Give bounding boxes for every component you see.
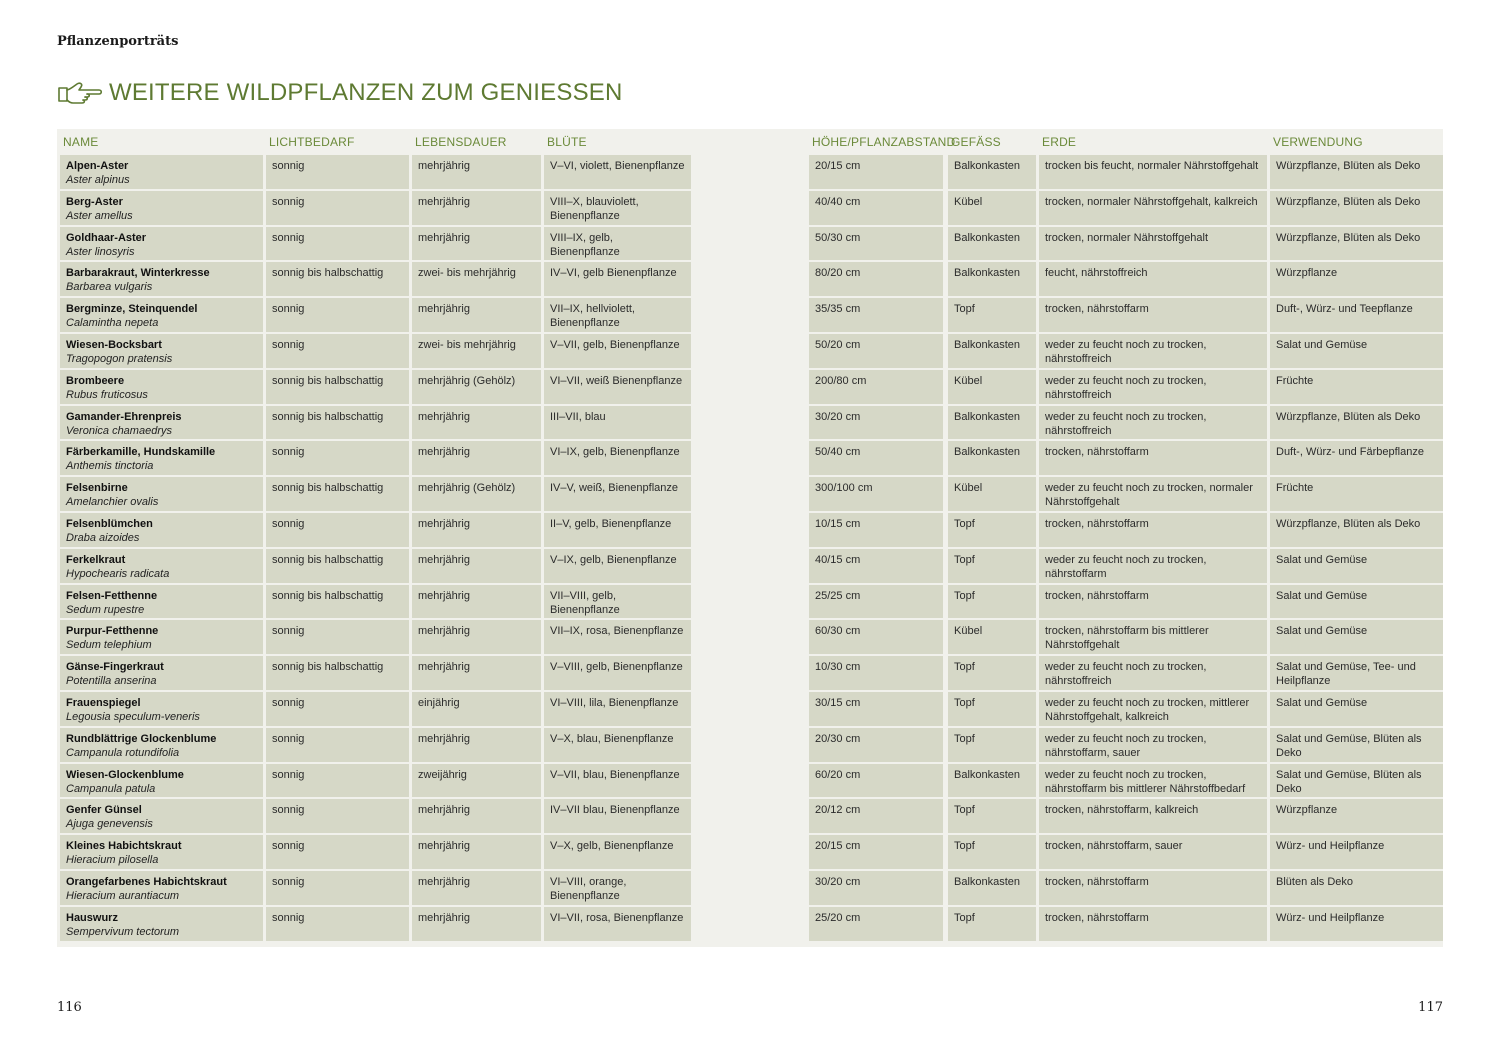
cell-hoehe: 20/30 cm — [809, 728, 943, 762]
cell-hoehe: 25/20 cm — [809, 907, 943, 941]
cell-erde: weder zu feucht noch zu trocken, mittlerer Nährstoffgehalt, kalkreich — [1039, 692, 1267, 726]
plant-latin-name: Sedum rupestre — [66, 603, 145, 616]
cell-name — [60, 334, 263, 368]
cell-lebensdauer: zweijährig — [412, 764, 541, 798]
cell-lebensdauer: mehrjährig — [412, 298, 541, 332]
header-gefaess: GEFÄSS — [951, 135, 1001, 149]
cell-verwendung: Früchte — [1270, 370, 1443, 404]
cell-lichtbedarf: sonnig bis halbschattig — [266, 406, 409, 440]
cell-hoehe: 50/40 cm — [809, 441, 943, 475]
cell-erde: weder zu feucht noch zu trocken, nährstoffarm bis mittlerer Nährstoffbedarf — [1039, 764, 1267, 798]
cell-hoehe: 25/25 cm — [809, 585, 943, 619]
cell-bluete: V–VII, gelb, Bienenpflanze — [544, 334, 691, 368]
cell-hoehe: 20/15 cm — [809, 835, 943, 869]
cell-lebensdauer: mehrjährig — [412, 406, 541, 440]
cell-lebensdauer: mehrjährig (Gehölz) — [412, 370, 541, 404]
cell-bluete: II–V, gelb, Bienenpflanze — [544, 513, 691, 547]
plant-name: Bergminze, Steinquendel — [66, 303, 198, 316]
cell-lichtbedarf: sonnig — [266, 155, 409, 189]
cell-gefaess: Kübel — [948, 477, 1036, 511]
section-label: Pflanzenporträts — [57, 34, 179, 49]
cell-lichtbedarf: sonnig bis halbschattig — [266, 549, 409, 583]
cell-hoehe: 40/40 cm — [809, 191, 943, 225]
cell-gefaess: Balkonkasten — [948, 871, 1036, 905]
cell-lebensdauer: zwei- bis mehrjährig — [412, 262, 541, 296]
cell-hoehe: 10/15 cm — [809, 513, 943, 547]
cell-bluete: IV–VI, gelb Bienenpflanze — [544, 262, 691, 296]
cell-hoehe: 10/30 cm — [809, 656, 943, 690]
cell-lebensdauer: mehrjährig — [412, 227, 541, 261]
plant-name: Goldhaar-Aster — [66, 231, 147, 244]
cell-gefaess: Balkonkasten — [948, 155, 1036, 189]
pointing-hand-icon — [57, 79, 103, 107]
cell-hoehe: 60/30 cm — [809, 620, 943, 654]
plant-latin-name: Legousia speculum-veneris — [66, 711, 200, 723]
plant-name: Ferkelkraut — [66, 553, 126, 566]
plant-name: Felsen-Fetthenne — [66, 589, 158, 602]
plant-latin-name: Sempervivum tectorum — [66, 925, 180, 938]
cell-lebensdauer: mehrjährig (Gehölz) — [412, 477, 541, 511]
plant-latin-name: Hypochearis radicata — [66, 567, 170, 580]
cell-hoehe: 30/15 cm — [809, 692, 943, 726]
cell-hoehe: 35/35 cm — [809, 298, 943, 332]
cell-gefaess: Topf — [948, 835, 1036, 869]
cell-lichtbedarf: sonnig — [266, 227, 409, 261]
cell-lebensdauer: mehrjährig — [412, 656, 541, 690]
cell-lichtbedarf: sonnig — [266, 907, 409, 941]
cell-gefaess: Balkonkasten — [948, 334, 1036, 368]
plant-latin-name: Ajuga genevensis — [66, 818, 153, 831]
cell-verwendung: Blüten als Deko — [1270, 871, 1443, 905]
plant-name: Purpur-Fetthenne — [66, 625, 159, 638]
cell-erde: weder zu feucht noch zu trocken, nährstoffreich — [1039, 334, 1267, 368]
cell-lichtbedarf: sonnig bis halbschattig — [266, 262, 409, 296]
cell-verwendung: Würzpflanze, Blüten als Deko — [1270, 155, 1443, 189]
cell-lichtbedarf: sonnig — [266, 835, 409, 869]
cell-hoehe: 30/20 cm — [809, 406, 943, 440]
cell-gefaess: Topf — [948, 549, 1036, 583]
cell-lebensdauer: mehrjährig — [412, 549, 541, 583]
cell-gefaess: Topf — [948, 513, 1036, 547]
plant-latin-name: Aster alpinus — [66, 174, 130, 186]
cell-name — [60, 191, 263, 225]
cell-bluete: VII–VIII, gelb, Bienenpflanze — [544, 585, 691, 619]
cell-name — [60, 406, 263, 440]
header-hoehe: HÖHE/PFLANZABSTAND — [812, 135, 956, 149]
cell-lebensdauer: einjährig — [412, 692, 541, 726]
cell-name — [60, 799, 263, 833]
cell-bluete: V–IX, gelb, Bienenpflanze — [544, 549, 691, 583]
plant-name: Hauswurz — [66, 911, 118, 924]
cell-lichtbedarf: sonnig — [266, 334, 409, 368]
cell-lichtbedarf: sonnig bis halbschattig — [266, 370, 409, 404]
cell-lichtbedarf: sonnig — [266, 799, 409, 833]
plant-name: Frauenspiegel — [66, 697, 141, 709]
cell-name — [60, 656, 263, 690]
cell-bluete: V–VIII, gelb, Bienenpflanze — [544, 656, 691, 690]
plant-name: Färberkamille, Hundskamille — [66, 446, 216, 459]
cell-verwendung: Salat und Gemüse, Blüten als Deko — [1270, 728, 1443, 762]
plant-latin-name: Amelanchier ovalis — [66, 496, 159, 509]
cell-name — [60, 585, 263, 619]
cell-verwendung: Würzpflanze, Blüten als Deko — [1270, 191, 1443, 225]
cell-bluete: V–X, blau, Bienenpflanze — [544, 728, 691, 762]
cell-erde: trocken, normaler Nährstoffgehalt, kalkreich — [1039, 191, 1267, 225]
plant-name: Felsenbirne — [66, 482, 128, 495]
cell-erde: trocken, normaler Nährstoffgehalt — [1039, 227, 1267, 261]
cell-lichtbedarf: sonnig bis halbschattig — [266, 585, 409, 619]
cell-name — [60, 549, 263, 583]
cell-lebensdauer: mehrjährig — [412, 620, 541, 654]
cell-erde: trocken bis feucht, normaler Nährstoffgehalt — [1039, 155, 1267, 189]
cell-erde: trocken, nährstoffarm — [1039, 871, 1267, 905]
cell-erde: trocken, nährstoffarm — [1039, 585, 1267, 619]
cell-erde: trocken, nährstoffarm — [1039, 298, 1267, 332]
plant-latin-name: Aster amellus — [66, 209, 133, 222]
cell-erde: weder zu feucht noch zu trocken, nährstoffarm — [1039, 549, 1267, 583]
cell-gefaess: Kübel — [948, 370, 1036, 404]
cell-hoehe: 50/20 cm — [809, 334, 943, 368]
cell-name — [60, 370, 263, 404]
cell-lebensdauer: mehrjährig — [412, 907, 541, 941]
cell-verwendung: Salat und Gemüse, Tee- und Heilpflanze — [1270, 656, 1443, 690]
table-header — [57, 129, 1443, 154]
cell-lebensdauer: mehrjährig — [412, 155, 541, 189]
cell-verwendung: Salat und Gemüse — [1270, 334, 1443, 368]
cell-verwendung: Würzpflanze — [1270, 262, 1443, 296]
plant-latin-name: Campanula patula — [66, 782, 156, 795]
cell-name — [60, 441, 263, 475]
page-title: WEITERE WILDPFLANZEN ZUM GENIESSEN — [109, 79, 623, 106]
cell-lebensdauer: mehrjährig — [412, 585, 541, 619]
cell-name — [60, 907, 263, 941]
cell-lichtbedarf: sonnig — [266, 513, 409, 547]
plant-latin-name: Hieracium pilosella — [66, 854, 159, 867]
plant-name: Kleines Habichtskraut — [66, 840, 182, 853]
cell-bluete: VI–VII, weiß Bienenpflanze — [544, 370, 691, 404]
plant-latin-name: Campanula rotundifolia — [66, 746, 180, 759]
header-lichtbedarf: LICHTBEDARF — [269, 135, 355, 149]
plant-name: Orangefarbenes Habichtskraut — [66, 876, 227, 888]
plant-name: Alpen-Aster — [66, 160, 129, 172]
cell-name — [60, 155, 263, 189]
plant-latin-name: Potentilla anserina — [66, 675, 157, 688]
cell-gefaess: Topf — [948, 656, 1036, 690]
cell-erde: weder zu feucht noch zu trocken, normaler Nährstoffgehalt — [1039, 477, 1267, 511]
cell-lichtbedarf: sonnig — [266, 191, 409, 225]
cell-erde: weder zu feucht noch zu trocken, nährstoffreich — [1039, 370, 1267, 404]
cell-bluete: VII–IX, rosa, Bienenpflanze — [544, 620, 691, 654]
cell-hoehe: 80/20 cm — [809, 262, 943, 296]
plant-latin-name: Barbarea vulgaris — [66, 281, 153, 294]
cell-erde: weder zu feucht noch zu trocken, nährstoffreich — [1039, 656, 1267, 690]
cell-name — [60, 513, 263, 547]
plant-latin-name: Sedum telephium — [66, 639, 152, 652]
cell-lichtbedarf: sonnig — [266, 871, 409, 905]
cell-lebensdauer: mehrjährig — [412, 799, 541, 833]
cell-gefaess: Balkonkasten — [948, 262, 1036, 296]
cell-lebensdauer: mehrjährig — [412, 835, 541, 869]
cell-verwendung: Früchte — [1270, 477, 1443, 511]
cell-verwendung: Würzpflanze — [1270, 799, 1443, 833]
cell-gefaess: Kübel — [948, 620, 1036, 654]
cell-erde: trocken, nährstoffarm bis mittlerer Nährstoffgehalt — [1039, 620, 1267, 654]
cell-verwendung: Würzpflanze, Blüten als Deko — [1270, 406, 1443, 440]
cell-hoehe: 20/12 cm — [809, 799, 943, 833]
cell-verwendung: Würz- und Heilpflanze — [1270, 835, 1443, 869]
cell-gefaess: Topf — [948, 728, 1036, 762]
cell-verwendung: Würz- und Heilpflanze — [1270, 907, 1443, 941]
cell-lichtbedarf: sonnig bis halbschattig — [266, 656, 409, 690]
plant-latin-name: Aster linosyris — [66, 245, 135, 258]
plant-latin-name: Veronica chamaedrys — [66, 424, 172, 437]
cell-lichtbedarf: sonnig — [266, 441, 409, 475]
cell-hoehe: 300/100 cm — [809, 477, 943, 511]
plant-name: Gamander-Ehrenpreis — [66, 410, 182, 423]
cell-lichtbedarf: sonnig — [266, 692, 409, 726]
plant-latin-name: Calamintha nepeta — [66, 317, 159, 330]
cell-gefaess: Balkonkasten — [948, 764, 1036, 798]
cell-gefaess: Topf — [948, 585, 1036, 619]
cell-hoehe: 40/15 cm — [809, 549, 943, 583]
page-number-left: 116 — [57, 1000, 82, 1015]
cell-hoehe: 50/30 cm — [809, 227, 943, 261]
cell-lebensdauer: zwei- bis mehrjährig — [412, 334, 541, 368]
cell-lichtbedarf: sonnig — [266, 620, 409, 654]
cell-bluete: V–VI, violett, Bienenpflanze — [544, 155, 691, 189]
cell-gefaess: Balkonkasten — [948, 441, 1036, 475]
cell-lichtbedarf: sonnig — [266, 298, 409, 332]
cell-name — [60, 477, 263, 511]
plant-name: Wiesen-Glockenblume — [66, 768, 184, 781]
cell-name — [60, 728, 263, 762]
cell-lebensdauer: mehrjährig — [412, 513, 541, 547]
cell-name — [60, 298, 263, 332]
cell-gefaess: Topf — [948, 907, 1036, 941]
cell-bluete: V–VII, blau, Bienenpflanze — [544, 764, 691, 798]
plant-latin-name: Hieracium aurantiacum — [66, 890, 180, 902]
cell-name — [60, 835, 263, 869]
cell-gefaess: Topf — [948, 799, 1036, 833]
cell-erde: weder zu feucht noch zu trocken, nährstoffarm, sauer — [1039, 728, 1267, 762]
cell-bluete: VI–IX, gelb, Bienenpflanze — [544, 441, 691, 475]
cell-gefaess: Balkonkasten — [948, 406, 1036, 440]
cell-bluete: VI–VIII, orange, Bienenpflanze — [544, 871, 691, 905]
cell-gefaess: Topf — [948, 298, 1036, 332]
title-row — [57, 79, 623, 107]
cell-erde: trocken, nährstoffarm — [1039, 907, 1267, 941]
cell-erde: feucht, nährstoffreich — [1039, 262, 1267, 296]
cell-hoehe: 20/15 cm — [809, 155, 943, 189]
plant-name: Barbarakraut, Winterkresse — [66, 267, 210, 280]
cell-bluete: VI–VIII, lila, Bienenpflanze — [544, 692, 691, 726]
cell-bluete: IV–VII blau, Bienenpflanze — [544, 799, 691, 833]
cell-verwendung: Würzpflanze, Blüten als Deko — [1270, 513, 1443, 547]
cell-verwendung: Salat und Gemüse — [1270, 549, 1443, 583]
cell-bluete: V–X, gelb, Bienenpflanze — [544, 835, 691, 869]
cell-bluete: VI–VII, rosa, Bienenpflanze — [544, 907, 691, 941]
plant-latin-name: Draba aizoides — [66, 532, 140, 544]
cell-name — [60, 620, 263, 654]
plant-latin-name: Anthemis tinctoria — [66, 460, 154, 473]
plant-table — [57, 129, 1443, 947]
cell-hoehe: 30/20 cm — [809, 871, 943, 905]
cell-gefaess: Topf — [948, 692, 1036, 726]
cell-name — [60, 764, 263, 798]
cell-verwendung: Salat und Gemüse, Blüten als Deko — [1270, 764, 1443, 798]
cell-erde: trocken, nährstoffarm — [1039, 513, 1267, 547]
cell-gefaess: Balkonkasten — [948, 227, 1036, 261]
cell-verwendung: Würzpflanze, Blüten als Deko — [1270, 227, 1443, 261]
cell-bluete: IV–V, weiß, Bienenpflanze — [544, 477, 691, 511]
cell-gefaess: Kübel — [948, 191, 1036, 225]
cell-name — [60, 871, 263, 905]
cell-erde: trocken, nährstoffarm, sauer — [1039, 835, 1267, 869]
cell-name — [60, 692, 263, 726]
cell-bluete: III–VII, blau — [544, 406, 691, 440]
cell-lebensdauer: mehrjährig — [412, 191, 541, 225]
header-erde: ERDE — [1042, 135, 1077, 149]
header-name: NAME — [63, 135, 99, 149]
plant-name: Genfer Günsel — [66, 804, 142, 817]
cell-erde: weder zu feucht noch zu trocken, nährstoffreich — [1039, 406, 1267, 440]
cell-verwendung: Duft-, Würz- und Teepflanze — [1270, 298, 1443, 332]
plant-name: Wiesen-Bocksbart — [66, 339, 162, 351]
cell-verwendung: Salat und Gemüse — [1270, 692, 1443, 726]
plant-latin-name: Tragopogon pratensis — [66, 353, 173, 365]
cell-name — [60, 227, 263, 261]
page-number-right: 117 — [1418, 1000, 1443, 1015]
cell-erde: trocken, nährstoffarm — [1039, 441, 1267, 475]
cell-bluete: VIII–X, blauviolett, Bienenpflanze — [544, 191, 691, 225]
cell-lichtbedarf: sonnig — [266, 728, 409, 762]
cell-erde: trocken, nährstoffarm, kalkreich — [1039, 799, 1267, 833]
cell-lebensdauer: mehrjährig — [412, 728, 541, 762]
plant-name: Brombeere — [66, 374, 125, 387]
plant-latin-name: Rubus fruticosus — [66, 388, 148, 401]
cell-lichtbedarf: sonnig — [266, 764, 409, 798]
plant-name: Berg-Aster — [66, 195, 123, 208]
cell-verwendung: Salat und Gemüse — [1270, 585, 1443, 619]
cell-verwendung: Duft-, Würz- und Färbepflanze — [1270, 441, 1443, 475]
cell-hoehe: 200/80 cm — [809, 370, 943, 404]
cell-lebensdauer: mehrjährig — [412, 441, 541, 475]
header-verwendung: VERWENDUNG — [1273, 135, 1363, 149]
plant-name: Felsenblümchen — [66, 518, 153, 530]
plant-name: Rundblättrige Glockenblume — [66, 732, 217, 745]
cell-name — [60, 262, 263, 296]
plant-name: Gänse-Fingerkraut — [66, 661, 164, 674]
cell-lichtbedarf: sonnig bis halbschattig — [266, 477, 409, 511]
cell-verwendung: Salat und Gemüse — [1270, 620, 1443, 654]
cell-hoehe: 60/20 cm — [809, 764, 943, 798]
cell-bluete: VIII–IX, gelb, Bienenpflanze — [544, 227, 691, 261]
cell-lebensdauer: mehrjährig — [412, 871, 541, 905]
header-lebensdauer: LEBENSDAUER — [415, 135, 507, 149]
cell-bluete: VII–IX, hellviolett, Bienenpflanze — [544, 298, 691, 332]
header-bluete: BLÜTE — [547, 135, 587, 149]
